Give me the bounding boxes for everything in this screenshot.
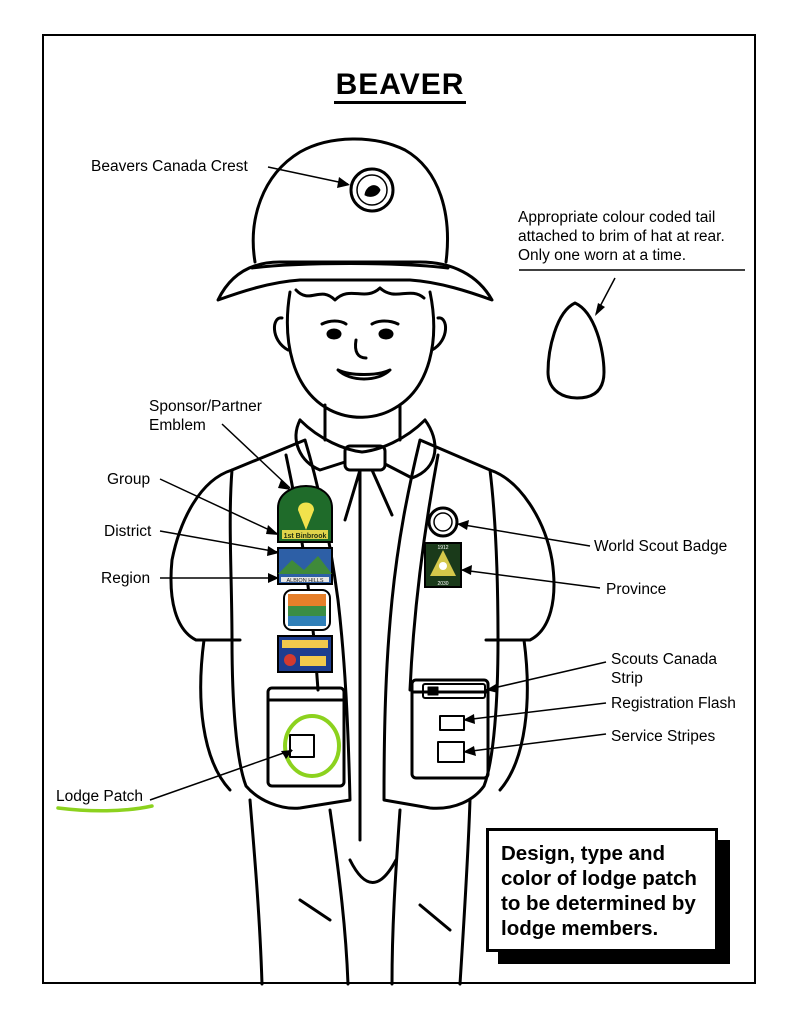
callout-line: lodge members. bbox=[501, 917, 659, 940]
service-stripes bbox=[438, 742, 464, 762]
district-patch-text: ALBION HILLS bbox=[286, 578, 324, 584]
tail-note-line: Appropriate colour coded tail bbox=[518, 209, 716, 226]
label-sponsor-partner-line1: Sponsor/Partner bbox=[149, 398, 262, 415]
label-district: District bbox=[104, 523, 152, 540]
label-scouts-canada-strip-line1: Scouts Canada bbox=[611, 651, 717, 668]
label-world-scout-badge: World Scout Badge bbox=[594, 538, 728, 555]
tail-note bbox=[518, 208, 778, 265]
callout-line: to be determined by bbox=[501, 892, 696, 915]
label-registration-flash: Registration Flash bbox=[611, 695, 736, 712]
province-years-bottom: 2030 bbox=[437, 581, 449, 587]
page-title: BEAVER bbox=[300, 68, 500, 102]
group-patch-text: 1st Binbrook bbox=[283, 533, 327, 540]
lodge-highlight-circle bbox=[285, 716, 339, 776]
callout-line: Design, type and bbox=[501, 842, 666, 865]
label-scouts-canada-strip-line2: Strip bbox=[611, 670, 643, 687]
callout-line: color of lodge patch bbox=[501, 867, 697, 890]
province-years-top: 1912 bbox=[437, 545, 449, 551]
patch-council bbox=[278, 636, 332, 672]
lodge-highlight-underline bbox=[58, 806, 152, 811]
vest bbox=[230, 440, 498, 808]
world-scout-badge bbox=[429, 508, 457, 536]
label-lodge-patch: Lodge Patch bbox=[56, 788, 144, 805]
lodge-patch-callout-box bbox=[486, 828, 718, 952]
label-group: Group bbox=[107, 471, 151, 488]
hat bbox=[218, 139, 492, 300]
lodge-patch bbox=[290, 735, 314, 757]
face bbox=[274, 288, 445, 440]
label-region: Region bbox=[101, 570, 151, 587]
patch-region bbox=[284, 590, 330, 630]
label-beavers-canada-crest: Beavers Canada Crest bbox=[91, 158, 248, 175]
tail-note-line: Only one worn at a time. bbox=[518, 247, 686, 264]
tail-note-line: attached to brim of hat at rear. bbox=[518, 228, 725, 245]
label-service-stripes: Service Stripes bbox=[611, 728, 716, 745]
registration-flash bbox=[440, 716, 464, 730]
colour-coded-tail bbox=[548, 303, 604, 398]
label-sponsor-partner-line2: Emblem bbox=[149, 417, 206, 434]
label-province: Province bbox=[606, 581, 667, 598]
